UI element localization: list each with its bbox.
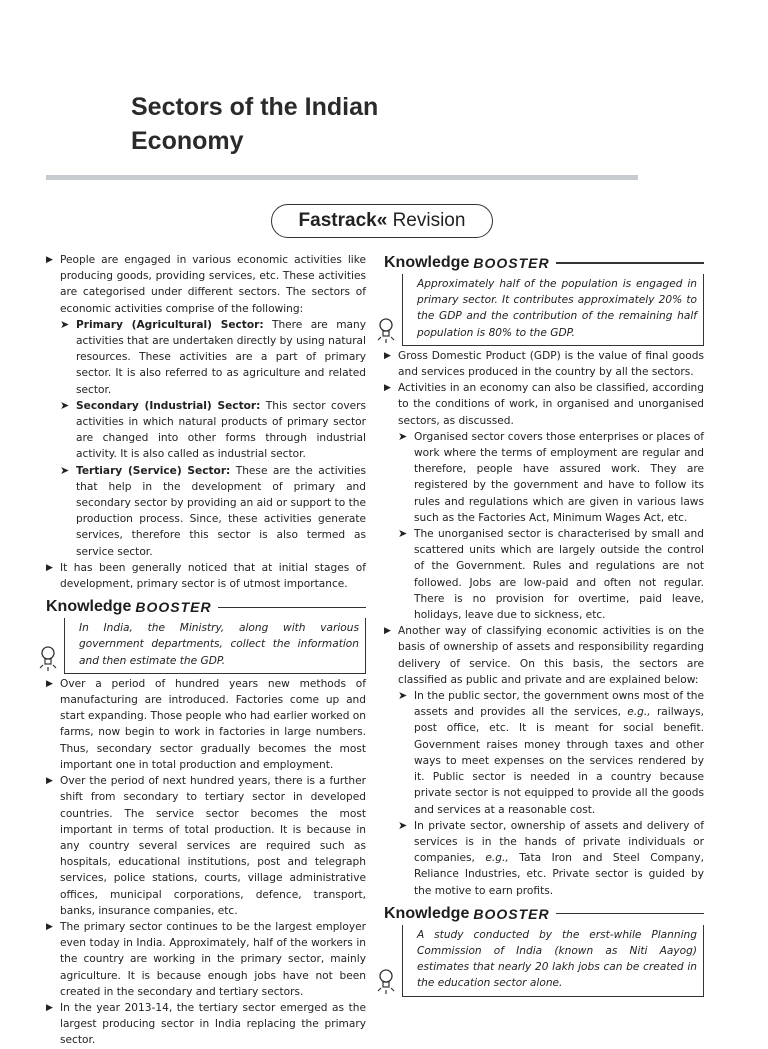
sub-item-organised: ➤ Organised sector covers those enterprises or places of work where the terms of employment are regular and therefore, people have assured work. They are registered by the government and have to follow its rules and regulations which are given in various laws such as the Factories Act, Minimum Wages Act, etc. (398, 429, 704, 524)
bulb-icon (375, 315, 397, 345)
sub-item-secondary: ➤ Secondary (Industrial) Sector: This sector covers activities in which natural products of primary sector are changed into other forms through industrial activity. It is also called as industrial sector. (60, 398, 366, 461)
knowledge-booster-box: Knowledge BOOSTER Approximately half of the population is engaged in primary sector. It contributes approximately 20% to the GDP and the contribution of the remaining half population is 80% to the GDP. (384, 252, 704, 346)
sub-item-private: ➤ In private sector, ownership of assets and delivery of services is in the hands of private individuals or companies, e.g., Tata Iron and Steel Company, Reliance Industries, etc. Private sector is guided by the motive to earn profits. (398, 818, 704, 897)
knowledge-booster-label: Knowledge (46, 598, 132, 616)
sub-item-unorganised: ➤ The unorganised sector is characterised by small and scattered units which are largely outside the control of the Government. Rules and regulations are not followed. Jobs are low-paid and often not regular. There is no provision for overtime, paid leave, holidays, leave due to sickness, etc. (398, 527, 704, 622)
left-column (46, 252, 366, 1049)
list-item: ▶ People are engaged in various economic activities like producing goods, providing services, etc. These activities are categorised under different sectors. The sectors of economic activities comprise of the following: (46, 254, 366, 315)
fastrack-revision-banner: Fastrack« Revision (271, 204, 493, 238)
list-item: ▶ The primary sector continues to be the largest employer even today in India. Approximately, half of the workers in the country are working in the primary sector, mainly agriculture. It is because enough jobs have not been created in the secondary and tertiary sectors. (46, 920, 366, 998)
page-title: Sectors of the Indian Economy (131, 93, 379, 155)
knowledge-booster-box: Knowledge BOOSTER A study conducted by the erst-while Planning Commission of India (known as Niti Aayog) estimates that nearly 20 lakh jobs can be created in the education sector alone. (384, 903, 704, 997)
knowledge-booster-label: Knowledge (384, 253, 470, 271)
list-item: ▶ It has been generally noticed that at initial stages of development, primary sector is of utmost importance. (46, 561, 366, 591)
knowledge-booster-label: Knowledge (384, 904, 470, 922)
list-item: ▶ In the year 2013-14, the tertiary sector emerged as the largest producing sector in India replacing the primary sector. (46, 1001, 366, 1047)
right-column (384, 252, 704, 999)
knowledge-booster-box: Knowledge BOOSTER In India, the Ministry, along with various government departments, collect the information and then estimate the GDP. (46, 596, 366, 674)
list-item: ▶ Over the period of next hundred years, there is a further shift from secondary to tertiary sector in developed countries. The service sector becomes the most important in terms of total production. It is because in any country several services are required such as hospitals, educational institutions, post and telegraph services, police stations, courts, village administrative offices, municipal corporations, defence, transport, banks, insurance companies, etc. (46, 775, 366, 917)
bulb-icon (375, 966, 397, 996)
list-item: ▶ Gross Domestic Product (GDP) is the value of final goods and services produced in the country by all the sectors. (384, 349, 704, 379)
sub-item-primary: ➤ Primary (Agricultural) Sector: There are many activities that are undertaken directly by using natural resources. These activities are a part of primary sector. It is also referred to as agriculture and related sector. (60, 317, 366, 396)
list-item: ▶ Activities in an economy can also be classified, according to the conditions of work, in organised and unorganised sectors, as discussed. (384, 382, 704, 427)
list-item: ▶ Another way of classifying economic activities is on the basis of ownership of assets and responsibility regarding delivery of service. On this basis, the sectors are classified as public and private and are explained below: (384, 625, 704, 686)
bulb-icon (37, 643, 59, 673)
title-divider (46, 175, 638, 180)
list-item: ▶ Over a period of hundred years new methods of manufacturing are introduced. Factories come up and start expanding. Those people who had earlier worked on farms, now begin to work in factories in large numbers. Thus, secondary sector gradually becomes the most important one in total production and employment. (46, 677, 366, 771)
sub-item-public: ➤ In the public sector, the government owns most of the assets and provides all the services, e.g., railways, post office, etc. It is meant for social benefit. Government raises money through taxes and other ways to meet expenses on the services rendered by it. Public sector is needed in a country because private sector is not equipped to provide all the goods and services at a reasonable cost. (398, 689, 704, 816)
sub-item-tertiary: ➤ Tertiary (Service) Sector: These are the activities that help in the development of primary and secondary sector by providing an aid or support to the production process. Since, these activities generate services, therefore this sector is also termed as service sector. (60, 463, 366, 558)
